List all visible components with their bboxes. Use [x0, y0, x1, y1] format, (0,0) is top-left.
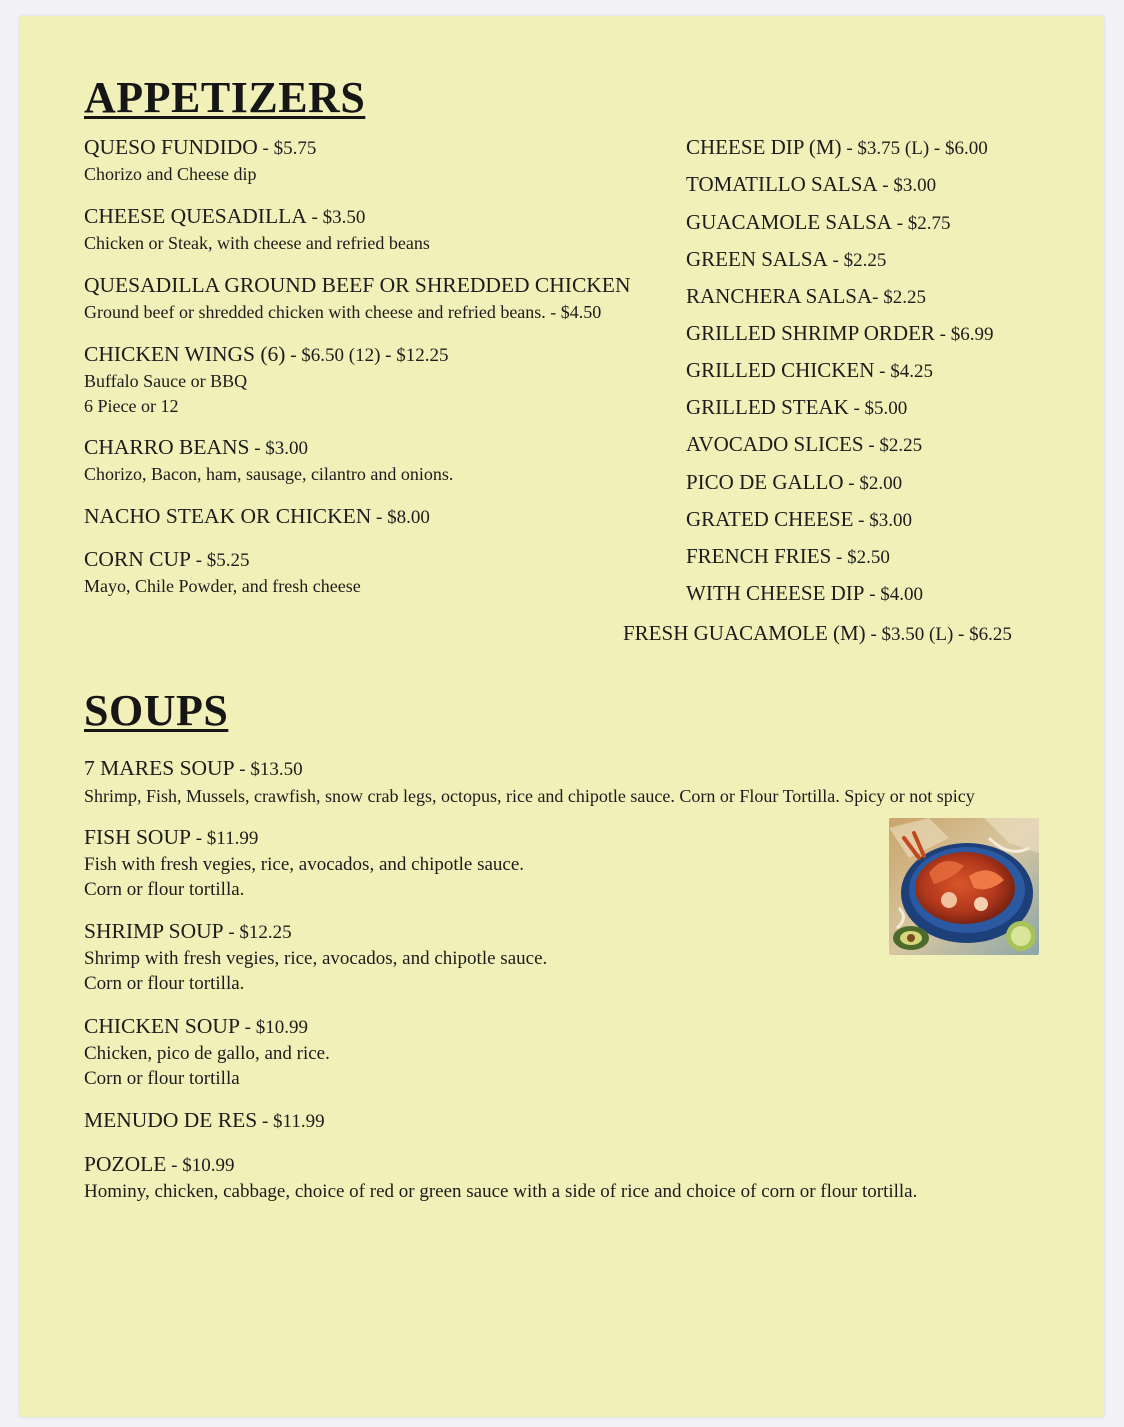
- item-description: Corn or flour tortilla.: [84, 879, 245, 900]
- item-description: Ground beef or shredded chicken with cheese and refried beans. - $4.50: [84, 302, 602, 322]
- item-price: - $3.50 (L) - $6.25: [865, 624, 1012, 645]
- item-name: TOMATILLO SALSA: [686, 172, 878, 196]
- item-price: - $6.99: [934, 324, 994, 345]
- item-price: - $5.25: [190, 550, 250, 571]
- item-name: RANCHERA SALSA: [686, 284, 873, 308]
- item-description: Chicken, pico de gallo, and rice.: [84, 1043, 330, 1064]
- soup-item: [84, 1152, 917, 1204]
- appetizer-item: [84, 547, 361, 597]
- item-name: CORN CUP: [84, 547, 191, 571]
- item-name: NACHO STEAK OR CHICKEN: [84, 504, 372, 528]
- item-price: - $2.25: [872, 287, 926, 308]
- item-name: SHRIMP SOUP: [84, 919, 224, 943]
- item-name: GRILLED CHICKEN: [686, 358, 875, 382]
- item-description: Hominy, chicken, cabbage, choice of red or green sauce with a side of rice and choice of corn or flour tortilla.: [84, 1181, 918, 1202]
- item-price: - $10.99: [239, 1017, 308, 1038]
- side-item: [686, 358, 933, 384]
- side-item: [686, 321, 993, 347]
- item-name: GRATED CHEESE: [686, 507, 854, 531]
- soup-item: [84, 756, 975, 807]
- item-description: Corn or flour tortilla.: [84, 973, 245, 994]
- item-description: Chorizo, Bacon, ham, sausage, cilantro and onions.: [84, 464, 454, 484]
- item-price: - $11.99: [257, 1111, 325, 1132]
- side-item: [686, 210, 951, 236]
- soup-bowl-photo: [889, 818, 1039, 955]
- item-name: PICO DE GALLO: [686, 470, 844, 494]
- soup-item: [84, 919, 547, 996]
- item-price: - $11.99: [190, 828, 259, 849]
- item-name: QUESADILLA GROUND BEEF OR SHREDDED CHICKEN: [84, 273, 631, 297]
- side-item: [686, 135, 988, 161]
- item-price: - $2.25: [863, 435, 923, 456]
- side-item: [686, 284, 926, 310]
- soup-item: [84, 1014, 330, 1091]
- item-description: Buffalo Sauce or BBQ: [84, 371, 248, 391]
- item-price: - $2.50: [831, 547, 890, 568]
- item-description: Shrimp with fresh vegies, rice, avocados, and chipotle sauce.: [84, 948, 548, 969]
- appetizer-item: [84, 342, 449, 417]
- fresh-guacamole-item: [623, 621, 1012, 647]
- side-item: [686, 507, 912, 533]
- item-price: - $3.50: [306, 207, 366, 228]
- item-price: - $5.00: [848, 398, 908, 419]
- item-name: CHEESE DIP (M): [686, 135, 842, 159]
- item-name: GREEN SALSA: [686, 247, 828, 271]
- side-item: [686, 432, 922, 458]
- item-description: Shrimp, Fish, Mussels, crawfish, snow crab legs, octopus, rice and chipotle sauce. Corn or Flour Tortilla. Spicy or not spicy: [84, 786, 975, 806]
- item-price: - $4.00: [864, 584, 924, 605]
- item-name: QUESO FUNDIDO: [84, 135, 258, 159]
- side-item: [686, 395, 907, 421]
- item-description: Fish with fresh vegies, rice, avocados, and chipotle sauce.: [84, 854, 525, 875]
- item-name: CHEESE QUESADILLA: [84, 204, 307, 228]
- item-price: - $2.75: [891, 213, 951, 234]
- item-description: Mayo, Chile Powder, and fresh cheese: [84, 576, 361, 596]
- item-name: POZOLE: [84, 1152, 167, 1176]
- item-name: MENUDO DE RES: [84, 1108, 258, 1132]
- side-item: [686, 581, 923, 607]
- item-price: - $5.75: [257, 138, 317, 159]
- appetizers-heading: APPETIZERS: [84, 73, 366, 122]
- item-price: - $3.75 (L) - $6.00: [841, 138, 988, 159]
- item-price: - $3.00: [249, 438, 309, 459]
- item-price: - $6.50 (12) - $12.25: [285, 345, 449, 366]
- appetizer-item: [84, 504, 430, 530]
- item-price: - $13.50: [234, 759, 303, 780]
- item-description: Chicken or Steak, with cheese and refried beans: [84, 233, 430, 253]
- item-name: 7 MARES SOUP: [84, 756, 235, 780]
- item-name: FISH SOUP: [84, 825, 191, 849]
- item-name: FRENCH FRIES: [686, 544, 832, 568]
- soup-item: [84, 825, 524, 902]
- item-name: CHARRO BEANS: [84, 435, 250, 459]
- appetizer-item: [84, 273, 630, 323]
- side-item: [686, 544, 890, 570]
- appetizer-item: [84, 435, 453, 485]
- item-name: FRESH GUACAMOLE (M): [623, 621, 866, 645]
- item-name: AVOCADO SLICES: [686, 432, 864, 456]
- soups-heading: SOUPS: [84, 686, 229, 735]
- item-name: WITH CHEESE DIP: [686, 581, 865, 605]
- item-name: GUACAMOLE SALSA: [686, 210, 892, 234]
- item-name: CHICKEN WINGS (6): [84, 342, 286, 366]
- item-description: Chorizo and Cheese dip: [84, 164, 257, 184]
- appetizer-item: [84, 135, 316, 185]
- item-name: CHICKEN SOUP: [84, 1014, 240, 1038]
- item-name: GRILLED STEAK: [686, 395, 849, 419]
- item-description: Corn or flour tortilla: [84, 1068, 240, 1089]
- soup-item: [84, 1108, 325, 1134]
- item-price: - $4.25: [874, 361, 933, 382]
- item-price: - $3.00: [853, 510, 912, 531]
- item-price: - $12.25: [223, 922, 292, 943]
- item-description: 6 Piece or 12: [84, 396, 179, 416]
- side-item: [686, 470, 902, 496]
- appetizer-item: [84, 204, 430, 254]
- item-price: - $2.25: [827, 250, 887, 271]
- side-item: [686, 247, 886, 273]
- item-price: - $10.99: [166, 1155, 235, 1176]
- menu-page: [20, 16, 1104, 1417]
- item-name: GRILLED SHRIMP ORDER: [686, 321, 935, 345]
- item-price: - $8.00: [371, 507, 430, 528]
- item-price: - $3.00: [877, 175, 937, 196]
- side-item: [686, 172, 936, 198]
- item-price: - $2.00: [843, 473, 903, 494]
